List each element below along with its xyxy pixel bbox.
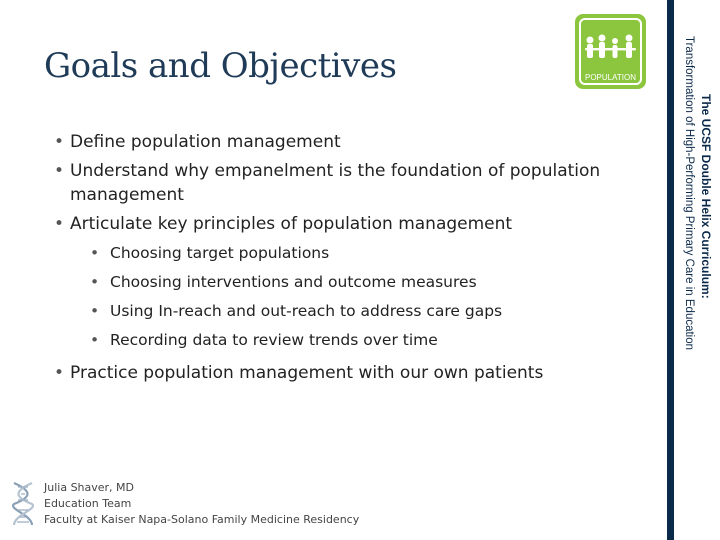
sub-list-item: • Choosing target populations <box>90 244 330 262</box>
list-item: • Understand why empanelment is the foundation of population management <box>54 161 601 205</box>
presenter-info <box>44 480 359 528</box>
principles-sublist <box>90 242 614 351</box>
list-item: • Practice population management with our own patients <box>54 363 544 383</box>
side-title: The UCSF Double Helix Curriculum: <box>699 94 713 299</box>
sub-list-item: • Choosing interventions and outcome measures <box>90 273 477 291</box>
sub-list-item: • Recording data to review trends over time <box>90 331 438 349</box>
list-item: • Define population management <box>54 132 341 152</box>
list-item: • Articulate key principles of population management • Choosing target populations • Choosing interventions and outcome measures • Using In-reach and out-reach to address care gaps • Recording data to review trends over time <box>54 212 614 351</box>
dna-helix-icon <box>10 481 36 527</box>
sub-list-item: • Using In-reach and out-reach to address care gaps <box>90 302 503 320</box>
presenter-team: Education Team <box>44 497 132 510</box>
side-caption <box>667 0 720 540</box>
slide-title: Goals and Objectives <box>44 46 397 86</box>
logo-label: POPULATION <box>585 73 636 82</box>
objectives-list <box>54 130 614 390</box>
presenter-affiliation: Faculty at Kaiser Napa-Solano Family Medicine Residency <box>44 513 360 526</box>
presenter-name: Julia Shaver, MD <box>44 481 135 494</box>
population-logo-icon <box>575 14 646 89</box>
side-subtitle: Transformation of High-Performing Primary Care in Education <box>683 36 695 351</box>
